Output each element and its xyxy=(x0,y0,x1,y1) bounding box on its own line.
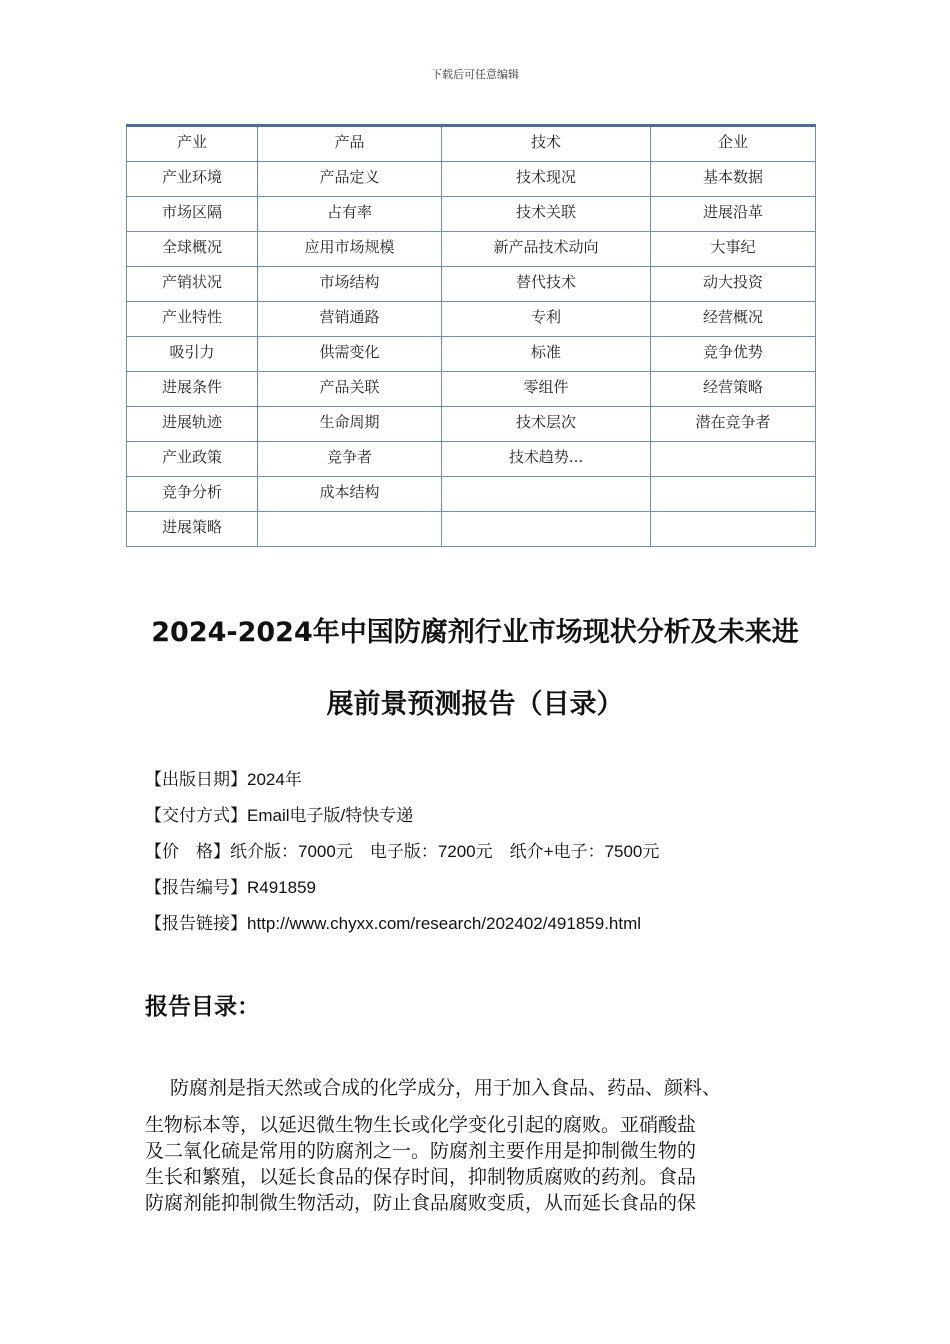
table-cell: 经营概况 xyxy=(651,302,816,337)
table-cell: 技术层次 xyxy=(442,407,651,442)
table-cell: 产品定义 xyxy=(258,162,442,197)
table-row xyxy=(127,162,816,197)
meta-delivery xyxy=(145,798,659,834)
table-cell: 产销状况 xyxy=(127,267,258,302)
table-cell: 大事纪 xyxy=(651,232,816,267)
table-cell: 全球概况 xyxy=(127,232,258,267)
meta-value: 纸介版：7000元 电子版：7200元 纸介+电子：7500元 xyxy=(230,842,660,861)
paragraph-line: 生物标本等，以延迟微生物生长或化学变化引起的腐败。亚硝酸盐 xyxy=(145,1114,697,1136)
table-cell xyxy=(651,512,816,547)
table-cell: 成本结构 xyxy=(258,477,442,512)
table-row xyxy=(127,337,816,372)
table-cell xyxy=(651,442,816,477)
table-cell: 竞争者 xyxy=(258,442,442,477)
table-cell: 占有率 xyxy=(258,197,442,232)
meta-report-number xyxy=(145,870,659,906)
report-title-line-2: 展前景预测报告（目录） xyxy=(326,689,624,720)
meta-publish-date xyxy=(145,762,659,798)
table-cell: 进展条件 xyxy=(127,372,258,407)
table-cell xyxy=(442,512,651,547)
meta-label: 【交付方式】 xyxy=(145,806,247,826)
table-row xyxy=(127,267,816,302)
meta-value: Email电子版/特快专递 xyxy=(247,806,414,825)
table-cell: 产业环境 xyxy=(127,162,258,197)
table-cell: 技术趋势... xyxy=(442,442,651,477)
table-cell: 竞争分析 xyxy=(127,477,258,512)
paragraph-line: 生长和繁殖，以延长食品的保存时间，抑制物质腐败的药剂。食品 xyxy=(145,1166,697,1188)
table-row xyxy=(127,302,816,337)
table-header-row xyxy=(127,126,816,162)
header-note: 下载后可任意编辑 xyxy=(431,68,519,81)
report-meta xyxy=(145,762,659,942)
table-row xyxy=(127,442,816,477)
table-cell: 动大投资 xyxy=(651,267,816,302)
table-cell: 产业特性 xyxy=(127,302,258,337)
table-cell: 新产品技术动向 xyxy=(442,232,651,267)
table-cell xyxy=(258,512,442,547)
table-row xyxy=(127,512,816,547)
table-cell: 潜在竞争者 xyxy=(651,407,816,442)
table-cell: 生命周期 xyxy=(258,407,442,442)
industry-table xyxy=(126,124,816,547)
meta-price xyxy=(145,834,659,870)
table-cell: 产品关联 xyxy=(258,372,442,407)
table-cell: 零组件 xyxy=(442,372,651,407)
table-row xyxy=(127,477,816,512)
table-cell: 市场区隔 xyxy=(127,197,258,232)
table-cell xyxy=(442,477,651,512)
table-header-cell: 技术 xyxy=(442,126,651,162)
table-cell: 专利 xyxy=(442,302,651,337)
table-cell: 应用市场规模 xyxy=(258,232,442,267)
table-row xyxy=(127,197,816,232)
table-header-cell: 产业 xyxy=(127,126,258,162)
table-row xyxy=(127,372,816,407)
table-cell: 供需变化 xyxy=(258,337,442,372)
paragraph-line: 及二氧化硫是常用的防腐剂之一。防腐剂主要作用是抑制微生物的 xyxy=(145,1140,697,1162)
table-cell xyxy=(651,477,816,512)
toc-heading: 报告目录： xyxy=(145,994,260,1020)
table-cell: 竞争优势 xyxy=(651,337,816,372)
meta-value: R491859 xyxy=(247,878,317,897)
table-header-cell: 产品 xyxy=(258,126,442,162)
table-cell: 营销通路 xyxy=(258,302,442,337)
table-cell: 市场结构 xyxy=(258,267,442,302)
report-title-line-1: 2024-2024年中国防腐剂行业市场现状分析及未来进 xyxy=(151,617,799,648)
table-cell: 替代技术 xyxy=(442,267,651,302)
paragraph-first-line: 防腐剂是指天然或合成的化学成分，用于加入食品、药品、颜料、 xyxy=(170,1077,722,1099)
meta-report-link xyxy=(145,906,659,942)
table-row xyxy=(127,407,816,442)
meta-label: 【出版日期】 xyxy=(145,770,247,790)
table-cell: 标准 xyxy=(442,337,651,372)
table-cell: 技术现况 xyxy=(442,162,651,197)
meta-label: 【价 格】 xyxy=(145,842,230,862)
table-cell: 进展策略 xyxy=(127,512,258,547)
paragraph-body xyxy=(145,1112,815,1216)
meta-label: 【报告编号】 xyxy=(145,878,247,898)
meta-value: 2024年 xyxy=(247,770,302,789)
report-link[interactable]: http://www.chyxx.com/research/202402/491859.html xyxy=(247,914,642,933)
table-row xyxy=(127,232,816,267)
table-cell: 技术关联 xyxy=(442,197,651,232)
table-cell: 吸引力 xyxy=(127,337,258,372)
table-cell: 进展轨迹 xyxy=(127,407,258,442)
meta-label: 【报告链接】 xyxy=(145,914,247,934)
table-header-cell: 企业 xyxy=(651,126,816,162)
table-cell: 经营策略 xyxy=(651,372,816,407)
table-cell: 基本数据 xyxy=(651,162,816,197)
table-cell: 进展沿革 xyxy=(651,197,816,232)
paragraph-line: 防腐剂能抑制微生物活动，防止食品腐败变质，从而延长食品的保 xyxy=(145,1192,697,1214)
table-cell: 产业政策 xyxy=(127,442,258,477)
